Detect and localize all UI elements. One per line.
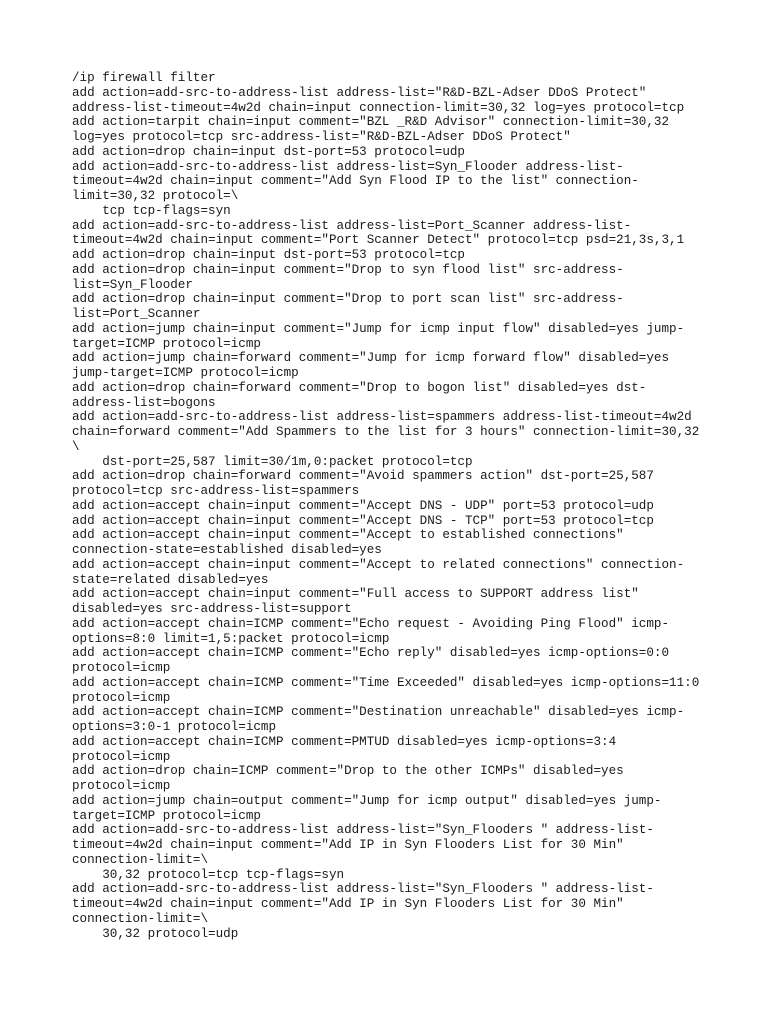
config-line: add action=add-src-to-address-list address-list="Syn_Flooders " address-list- bbox=[72, 823, 654, 838]
config-line: 30,32 protocol=udp bbox=[72, 926, 239, 941]
config-line: add action=accept chain=input comment="Accept DNS - UDP" port=53 protocol=udp bbox=[72, 498, 654, 513]
config-line: 30,32 protocol=tcp tcp-flags=syn bbox=[72, 867, 345, 882]
config-line: add action=accept chain=ICMP comment="Destination unreachable" disabled=yes icmp- bbox=[72, 705, 685, 720]
config-line: connection-state=established disabled=yes bbox=[72, 543, 382, 557]
config-line: timeout=4w2d chain=input comment="Add IP in Syn Flooders List for 30 Min" bbox=[72, 897, 624, 911]
config-line: add action=jump chain=forward comment="Jump for icmp forward flow" disabled=yes bbox=[72, 351, 670, 366]
config-line: add action=accept chain=input comment="Accept to established connections" bbox=[72, 528, 624, 543]
config-line: add action=tarpit chain=input comment="BZL _R&D Advisor" connection-limit=30,32 bbox=[72, 115, 670, 130]
config-line: limit=30,32 protocol=\ bbox=[72, 189, 239, 203]
config-line: log=yes protocol=tcp src-address-list="R&D-BZL-Adser DDoS Protect" bbox=[72, 130, 571, 144]
config-line: add action=add-src-to-address-list address-list=spammers address-list-timeout=4w2d bbox=[72, 410, 692, 425]
config-line: list=Syn_Flooder bbox=[72, 277, 193, 292]
config-line: add action=drop chain=ICMP comment="Drop to the other ICMPs" disabled=yes bbox=[72, 764, 624, 779]
config-line: protocol=icmp bbox=[72, 779, 171, 793]
config-line: address-list=bogons bbox=[72, 395, 216, 410]
config-line: add action=accept chain=input comment="Accept DNS - TCP" port=53 protocol=tcp bbox=[72, 513, 654, 528]
config-line: protocol=tcp src-address-list=spammers bbox=[72, 484, 360, 498]
config-line: \ bbox=[72, 439, 80, 454]
config-line: add action=accept chain=input comment="Full access to SUPPORT address list" bbox=[72, 587, 639, 602]
config-line: tcp tcp-flags=syn bbox=[72, 203, 231, 218]
config-line: add action=jump chain=input comment="Jump for icmp input flow" disabled=yes jump- bbox=[72, 321, 685, 336]
config-line: protocol=icmp bbox=[72, 690, 171, 705]
config-line: add action=accept chain=ICMP comment=PMTUD disabled=yes icmp-options=3:4 bbox=[72, 734, 617, 749]
firewall-config-text bbox=[72, 71, 712, 941]
config-line: /ip firewall filter bbox=[72, 71, 216, 85]
config-line: add action=drop chain=input dst-port=53 protocol=tcp bbox=[72, 248, 465, 262]
config-line: chain=forward comment="Add Spammers to the list for 3 hours" connection-limit=30,32 bbox=[72, 425, 700, 439]
config-line: add action=accept chain=ICMP comment="Echo reply" disabled=yes icmp-options=0:0 bbox=[72, 646, 670, 661]
config-line: add action=drop chain=input comment="Drop to port scan list" src-address- bbox=[72, 292, 624, 307]
config-line: options=8:0 limit=1,5:packet protocol=icmp bbox=[72, 631, 390, 646]
config-line: add action=add-src-to-address-list address-list="Syn_Flooders " address-list- bbox=[72, 882, 654, 897]
config-line: timeout=4w2d chain=input comment="Add IP in Syn Flooders List for 30 Min" bbox=[72, 838, 624, 852]
config-line: add action=add-src-to-address-list address-list=Port_Scanner address-list- bbox=[72, 218, 632, 233]
config-line: add action=jump chain=output comment="Jump for icmp output" disabled=yes jump- bbox=[72, 793, 662, 808]
config-line: add action=add-src-to-address-list address-list="R&D-BZL-Adser DDoS Protect" bbox=[72, 85, 647, 100]
config-line: disabled=yes src-address-list=support bbox=[72, 602, 352, 616]
config-line: timeout=4w2d chain=input comment="Add Syn Flood IP to the list" connection- bbox=[72, 174, 639, 189]
config-line: address-list-timeout=4w2d chain=input connection-limit=30,32 log=yes protocol=tcp bbox=[72, 100, 685, 115]
config-line: add action=drop chain=input dst-port=53 protocol=udp bbox=[72, 144, 465, 159]
config-line: add action=add-src-to-address-list address-list=Syn_Flooder address-list- bbox=[72, 159, 624, 174]
config-line: add action=drop chain=forward comment="Drop to bogon list" disabled=yes dst- bbox=[72, 380, 647, 395]
config-line: state=related disabled=yes bbox=[72, 572, 269, 587]
config-line: connection-limit=\ bbox=[72, 911, 209, 926]
config-line: add action=drop chain=forward comment="Avoid spammers action" dst-port=25,587 bbox=[72, 469, 654, 484]
config-line: add action=drop chain=input comment="Drop to syn flood list" src-address- bbox=[72, 262, 624, 277]
config-line: timeout=4w2d chain=input comment="Port Scanner Detect" protocol=tcp psd=21,3s,3,1 bbox=[72, 233, 685, 248]
config-line: protocol=icmp bbox=[72, 661, 171, 675]
config-line: jump-target=ICMP protocol=icmp bbox=[72, 366, 299, 380]
config-line: add action=accept chain=input comment="Accept to related connections" connection- bbox=[72, 557, 685, 572]
config-line: connection-limit=\ bbox=[72, 852, 209, 867]
config-line: protocol=icmp bbox=[72, 749, 171, 764]
config-line: target=ICMP protocol=icmp bbox=[72, 336, 261, 351]
config-line: options=3:0-1 protocol=icmp bbox=[72, 720, 277, 734]
config-line: dst-port=25,587 limit=30/1m,0:packet protocol=tcp bbox=[72, 454, 473, 469]
config-line: add action=accept chain=ICMP comment="Echo request - Avoiding Ping Flood" icmp- bbox=[72, 616, 670, 631]
config-line: add action=accept chain=ICMP comment="Time Exceeded" disabled=yes icmp-options=11:0 bbox=[72, 675, 700, 690]
config-line: list=Port_Scanner bbox=[72, 307, 201, 321]
config-line: target=ICMP protocol=icmp bbox=[72, 808, 261, 823]
